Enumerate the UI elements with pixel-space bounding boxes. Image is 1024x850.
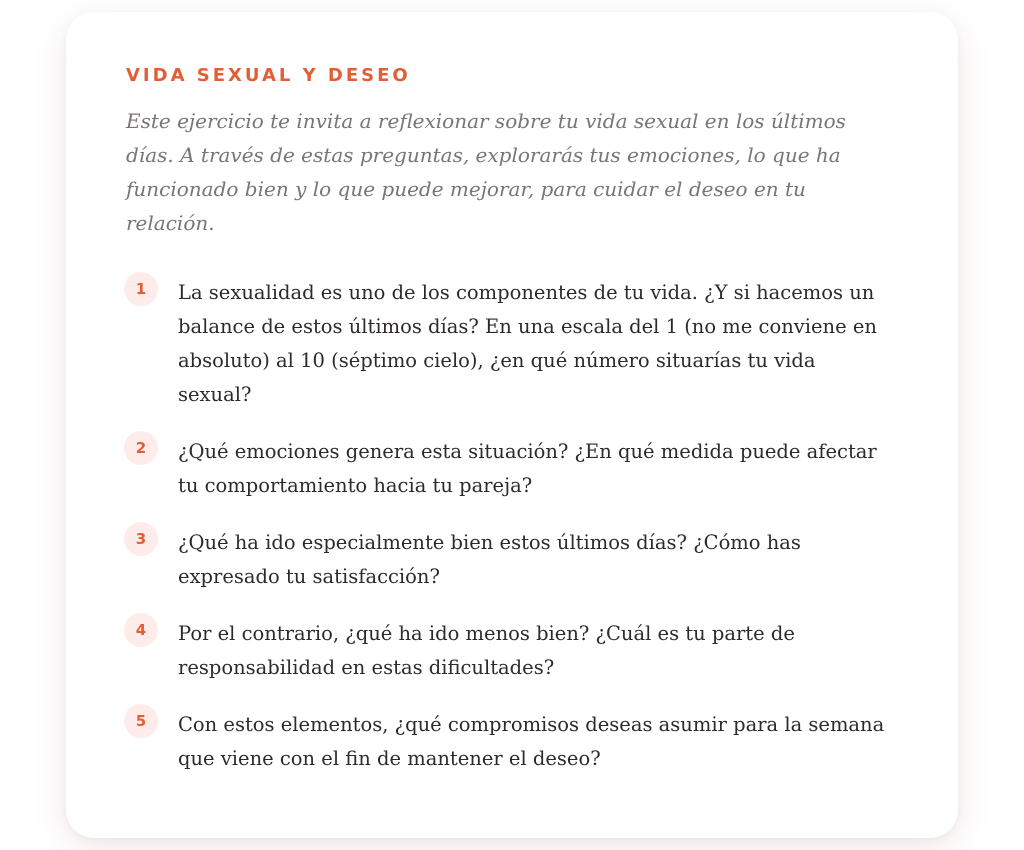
question-text: Con estos elementos, ¿qué compromisos deseas asumir para la semana que viene con el fin de mantener el deseo? — [178, 713, 885, 770]
exercise-card — [66, 12, 958, 838]
question-number-badge: 4 — [124, 613, 158, 647]
question-text: ¿Qué ha ido especialmente bien estos últimos días? ¿Cómo has expresado tu satisfacción? — [178, 531, 801, 588]
question-item — [126, 708, 898, 776]
question-item — [126, 617, 898, 685]
question-list — [126, 276, 898, 776]
section-title: VIDA SEXUAL Y DESEO — [126, 65, 411, 86]
question-number-badge: 5 — [124, 704, 158, 738]
section-intro: Este ejercicio te invita a reflexionar sobre tu vida sexual en los últimos días. A través de estas preguntas, explorarás tus emociones, lo que ha funcionado bien y lo que puede mejorar, para cuidar el deseo en tu relación. — [126, 109, 846, 235]
question-item — [126, 435, 898, 503]
question-item — [126, 276, 898, 412]
question-text: La sexualidad es uno de los componentes de tu vida. ¿Y si hacemos un balance de estos últimos días? En una escala del 1 (no me conviene en absoluto) al 10 (séptimo cielo), ¿en qué número situarías tu vida sexual? — [178, 281, 877, 406]
question-number-badge: 3 — [124, 522, 158, 556]
question-text: Por el contrario, ¿qué ha ido menos bien? ¿Cuál es tu parte de responsabilidad en estas dificultades? — [178, 622, 795, 679]
question-item — [126, 526, 898, 594]
question-number-badge: 1 — [124, 272, 158, 306]
question-number-badge: 2 — [124, 431, 158, 465]
question-text: ¿Qué emociones genera esta situación? ¿En qué medida puede afectar tu comportamiento hacia tu pareja? — [178, 440, 877, 497]
